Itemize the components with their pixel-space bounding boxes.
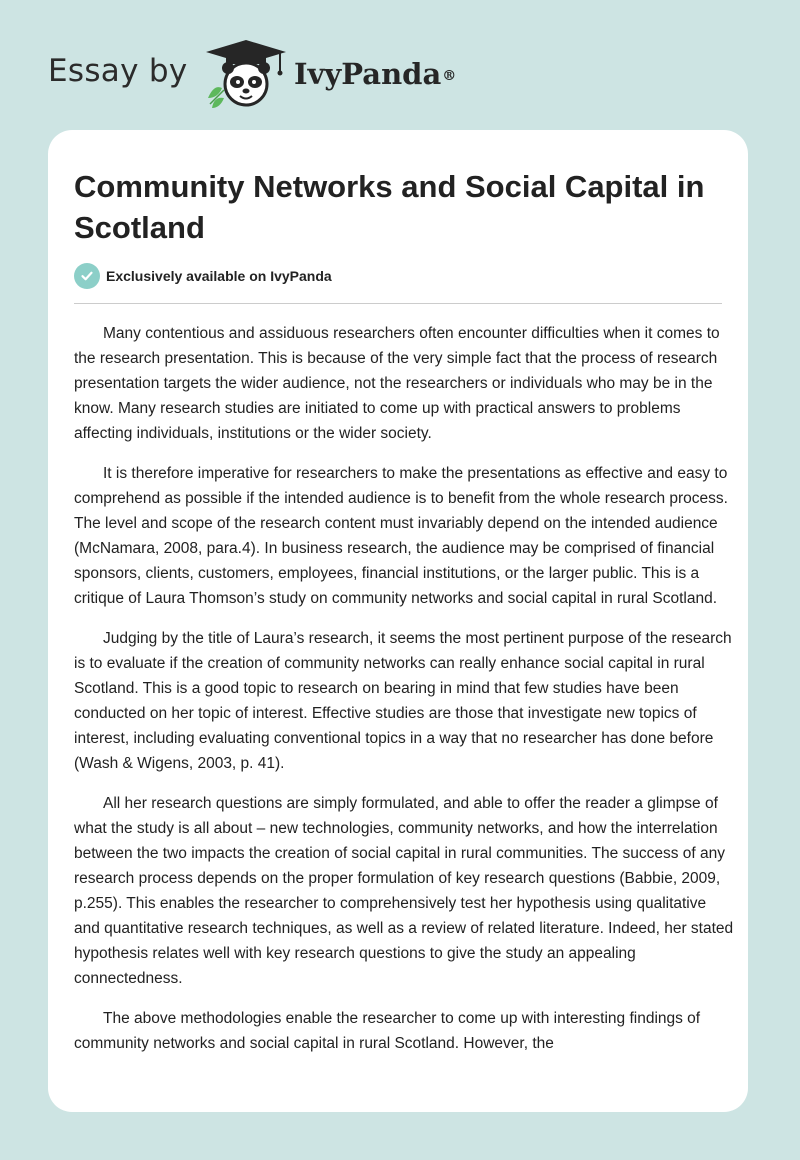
essay-title: Community Networks and Social Capital in Scotland xyxy=(74,169,705,245)
paragraph: The above methodologies enable the researcher to come up with interesting findings of community networks and social capital in rural Scotland. However, the xyxy=(74,1010,701,1052)
check-icon xyxy=(74,263,100,289)
site-header xyxy=(0,0,800,130)
paragraph: It is therefore imperative for researchers to make the presentations as effective and easy to comprehend as possible if the intended audience is to benefit from the whole research process. The level and scope of the research content must invariably depend on the intended audience (McNamara, 2008, para.4). In business research, the audience may be comprised of financial sponsors, clients, customers, employees, financial institutions, or the larger public. This is a critique of Laura Thomson’s study on community networks and social capital in rural Scotland. xyxy=(74,465,728,607)
essay-body xyxy=(74,321,734,1071)
registered-mark: ® xyxy=(442,68,457,84)
brand-name: IvyPanda® xyxy=(294,57,457,91)
badge-label: Exclusively available on IvyPanda xyxy=(106,268,332,284)
divider xyxy=(74,303,722,304)
essay-card xyxy=(48,130,748,1112)
paragraph: All her research questions are simply formulated, and able to offer the reader a glimpse of what the study is all about – new technologies, community networks, and how the interrelation between the two impacts the creation of social capital in rural communities. The success of any research process depends on the proper formulation of key research questions (Babbie, 2009, p.255). This enables the researcher to comprehensively test her hypothesis using qualitative and quantitative research techniques, as well as a review of related literature. Indeed, her stated hypothesis relates well with key research questions to give the study an appealing connectedness. xyxy=(74,795,734,987)
paragraph: Judging by the title of Laura’s research, it seems the most pertinent purpose of the research is to evaluate if the creation of community networks can really enhance social capital in rural Scotland. This is a good topic to research on bearing in mind that few studies have been conducted on her topic of interest. Effective studies are those that investigate new topics of interest, including evaluating conventional topics in a way that no researcher has done before (Wash & Wigens, 2003, p. 41). xyxy=(74,630,732,772)
exclusive-badge xyxy=(74,263,332,289)
essay-by-label: Essay by xyxy=(48,53,188,89)
paragraph: Many contentious and assiduous researchers often encounter difficulties when it comes to the research presentation. This is because of the very simple fact that the process of research presentation targets the wider audience, not the researchers or individuals who may be in the know. Many research studies are initiated to come up with practical answers to problems affecting individuals, institutions or the wider society. xyxy=(74,325,720,442)
panda-graduate-icon xyxy=(200,38,292,110)
